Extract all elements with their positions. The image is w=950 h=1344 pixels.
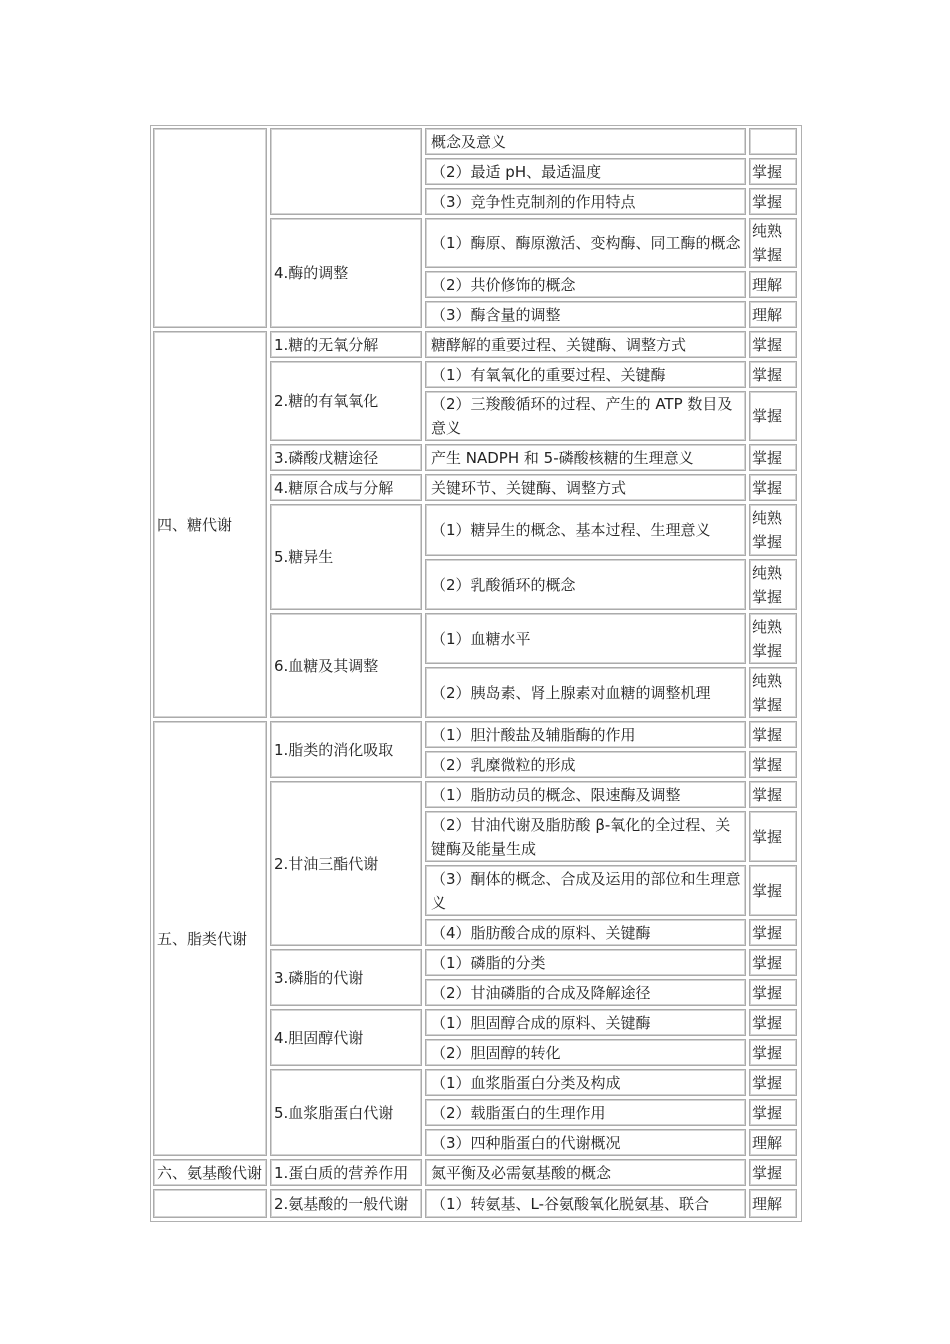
level-cell	[749, 271, 797, 298]
content-cell-text: 糖酵解的重要过程、关键酶、调整方式	[431, 335, 687, 354]
unit-cell	[270, 218, 422, 328]
section-cell-text: 五、脂类代谢	[157, 929, 248, 948]
section-cell	[153, 721, 267, 1156]
content-cell	[425, 1039, 746, 1066]
level-cell	[749, 218, 797, 268]
content-cell	[425, 865, 746, 916]
level-cell	[749, 979, 797, 1006]
level-cell-text: 掌握	[752, 725, 783, 744]
level-cell	[749, 559, 797, 610]
unit-cell-text: 4.胆固醇代谢	[274, 1028, 364, 1047]
unit-cell-text: 4.酶的调整	[274, 264, 349, 282]
unit-cell	[270, 474, 422, 501]
content-cell-text: （3）四种脂蛋白的代谢概况	[431, 1133, 621, 1152]
level-cell-text: 掌握	[752, 1103, 783, 1122]
level-cell	[749, 751, 797, 778]
content-cell	[425, 218, 746, 268]
content-cell	[425, 721, 746, 748]
level-cell-text: 掌握	[752, 1013, 783, 1032]
unit-cell	[270, 444, 422, 471]
level-cell-text: 理解	[752, 1194, 783, 1213]
unit-cell-text: 5.血浆脂蛋白代谢	[274, 1103, 394, 1122]
section-cell	[153, 128, 267, 328]
content-cell	[425, 1099, 746, 1126]
content-cell	[425, 811, 746, 862]
level-cell	[749, 721, 797, 748]
content-cell	[425, 751, 746, 778]
level-cell-text: 掌握	[752, 923, 783, 942]
level-cell	[749, 158, 797, 185]
content-cell	[425, 613, 746, 664]
content-cell-text: （2）载脂蛋白的生理作用	[431, 1103, 606, 1122]
level-cell	[749, 444, 797, 471]
level-cell-text: 掌握	[752, 365, 783, 384]
content-cell	[425, 504, 746, 556]
unit-cell	[270, 1159, 422, 1186]
level-cell-text: 理解	[752, 275, 783, 294]
unit-cell-text: 6.血糖及其调整	[274, 656, 379, 675]
section-cell	[153, 1189, 267, 1218]
section-cell	[153, 331, 267, 718]
content-cell	[425, 1189, 746, 1218]
level-cell-text: 理解	[752, 305, 783, 324]
content-cell-text: （1）脂肪动员的概念、限速酶及调整	[431, 785, 681, 804]
content-cell-text: （1）胆固醇合成的原料、关键酶	[431, 1013, 651, 1032]
content-cell-text: （1）糖异生的概念、基本过程、生理意义	[431, 521, 711, 539]
level-cell-text: 理解	[752, 1133, 783, 1152]
level-cell-text: 掌握	[752, 162, 783, 181]
content-cell-text: （1）血糖水平	[431, 629, 531, 648]
content-cell-text: 关键环节、关键酶、调整方式	[431, 478, 627, 497]
level-cell-text: 掌握	[752, 448, 783, 467]
unit-cell-text: 2.糖的有氧氧化	[274, 392, 379, 410]
content-cell-text: （2）乳糜微粒的形成	[431, 755, 576, 774]
unit-cell	[270, 1069, 422, 1156]
content-cell-text: （2）甘油代谢及脂肪酸 β-氧化的全过程、关键酶及能量生成	[431, 815, 731, 858]
content-cell-text: （1）磷脂的分类	[431, 953, 546, 972]
level-cell	[749, 949, 797, 976]
content-cell	[425, 128, 746, 155]
section-cell-text: 六、氨基酸代谢	[157, 1163, 263, 1182]
content-cell-text: 产生 NADPH 和 5-磷酸核糖的生理意义	[431, 448, 694, 467]
level-cell	[749, 811, 797, 862]
content-cell	[425, 361, 746, 388]
content-cell-text: 氮平衡及必需氨基酸的概念	[431, 1163, 612, 1182]
content-cell	[425, 559, 746, 610]
level-cell	[749, 331, 797, 358]
level-cell	[749, 1159, 797, 1186]
level-cell-text: 掌握	[752, 1073, 783, 1092]
level-cell	[749, 919, 797, 946]
level-cell	[749, 1069, 797, 1096]
level-cell-text: 掌握	[752, 983, 783, 1002]
unit-cell	[270, 331, 422, 358]
level-cell-text: 掌握	[752, 785, 783, 804]
unit-cell	[270, 361, 422, 441]
level-cell	[749, 781, 797, 808]
level-cell	[749, 301, 797, 328]
level-cell-text: 掌握	[752, 478, 783, 497]
level-cell	[749, 1009, 797, 1036]
content-cell-text: （2）最适 pH、最适温度	[431, 162, 602, 181]
section-cell	[153, 1159, 267, 1186]
content-cell	[425, 444, 746, 471]
content-cell	[425, 188, 746, 215]
level-cell-text: 掌握	[752, 827, 783, 846]
content-cell-text: （2）三羧酸循环的过程、产生的 ATP 数目及意义	[431, 395, 733, 437]
level-cell	[749, 188, 797, 215]
content-cell-text: （2）乳酸循环的概念	[431, 575, 576, 594]
content-cell-text: （1）有氧氧化的重要过程、关键酶	[431, 365, 666, 384]
content-cell	[425, 271, 746, 298]
level-cell	[749, 474, 797, 501]
level-cell	[749, 613, 797, 664]
content-cell	[425, 391, 746, 441]
content-cell	[425, 781, 746, 808]
unit-cell-text: 1.糖的无氧分解	[274, 335, 379, 354]
unit-cell	[270, 504, 422, 610]
level-cell	[749, 361, 797, 388]
content-cell-text: （2）甘油磷脂的合成及降解途径	[431, 983, 651, 1002]
unit-cell-text: 3.磷酸戊糖途径	[274, 448, 379, 467]
content-cell	[425, 667, 746, 718]
level-cell	[749, 865, 797, 916]
unit-cell	[270, 613, 422, 718]
unit-cell-text: 3.磷脂的代谢	[274, 968, 364, 987]
unit-cell-text: 1.脂类的消化吸取	[274, 740, 394, 759]
level-cell	[749, 1099, 797, 1126]
level-cell	[749, 1129, 797, 1156]
unit-cell-text: 2.甘油三酯代谢	[274, 854, 379, 873]
content-cell-text: （1）胆汁酸盐及辅脂酶的作用	[431, 725, 636, 744]
unit-cell	[270, 1009, 422, 1066]
level-cell-text: 掌握	[752, 1043, 783, 1062]
unit-cell	[270, 1189, 422, 1218]
content-cell-text: （3）酮体的概念、合成及运用的部位和生理意义	[431, 869, 741, 912]
content-cell-text: （1）转氨基、L-谷氨酸氧化脱氨基、联合	[431, 1194, 710, 1213]
content-cell	[425, 1009, 746, 1036]
level-cell	[749, 1189, 797, 1218]
content-cell-text: （2）胆固醇的转化	[431, 1043, 561, 1062]
level-cell-text: 掌握	[752, 335, 783, 354]
level-cell-text: 掌握	[752, 407, 783, 425]
level-cell	[749, 667, 797, 718]
level-cell-text: 掌握	[752, 192, 783, 211]
unit-cell-text: 5.糖异生	[274, 548, 334, 566]
unit-cell	[270, 721, 422, 778]
level-cell-text: 掌握	[752, 953, 783, 972]
content-cell	[425, 919, 746, 946]
level-cell-text: 掌握	[752, 881, 783, 900]
content-cell-text: （2）共价修饰的概念	[431, 275, 576, 294]
content-cell-text: （1）酶原、酶原激活、变构酶、同工酶的概念	[431, 234, 741, 252]
content-cell	[425, 301, 746, 328]
level-cell	[749, 128, 797, 155]
content-cell	[425, 1069, 746, 1096]
content-cell-text: （3）酶含量的调整	[431, 305, 561, 324]
content-cell	[425, 331, 746, 358]
unit-cell-text: 2.氨基酸的一般代谢	[274, 1194, 409, 1213]
content-cell-text: （1）血浆脂蛋白分类及构成	[431, 1073, 621, 1092]
content-cell	[425, 158, 746, 185]
content-cell	[425, 949, 746, 976]
content-cell-text: （4）脂肪酸合成的原料、关键酶	[431, 923, 651, 942]
level-cell	[749, 504, 797, 556]
level-cell	[749, 1039, 797, 1066]
level-cell	[749, 391, 797, 441]
content-cell	[425, 1159, 746, 1186]
unit-cell	[270, 128, 422, 215]
level-cell-text: 纯熟掌握	[752, 509, 783, 551]
content-cell	[425, 474, 746, 501]
content-cell	[425, 1129, 746, 1156]
unit-cell-text: 1.蛋白质的营养作用	[274, 1163, 409, 1182]
level-cell-text: 纯熟掌握	[752, 222, 783, 264]
level-cell-text: 纯熟掌握	[752, 563, 783, 606]
content-cell-text: 概念及意义	[431, 132, 507, 151]
unit-cell-text: 4.糖原合成与分解	[274, 478, 394, 497]
content-cell-text: （3）竞争性克制剂的作用特点	[431, 192, 636, 211]
unit-cell	[270, 949, 422, 1006]
content-cell	[425, 979, 746, 1006]
unit-cell	[270, 781, 422, 946]
level-cell-text: 纯熟掌握	[752, 617, 783, 660]
level-cell-text: 掌握	[752, 755, 783, 774]
level-cell-text: 纯熟掌握	[752, 671, 783, 714]
level-cell-text: 掌握	[752, 1163, 783, 1182]
section-cell-text: 四、糖代谢	[157, 515, 233, 534]
content-cell-text: （2）胰岛素、肾上腺素对血糖的调整机理	[431, 683, 711, 702]
